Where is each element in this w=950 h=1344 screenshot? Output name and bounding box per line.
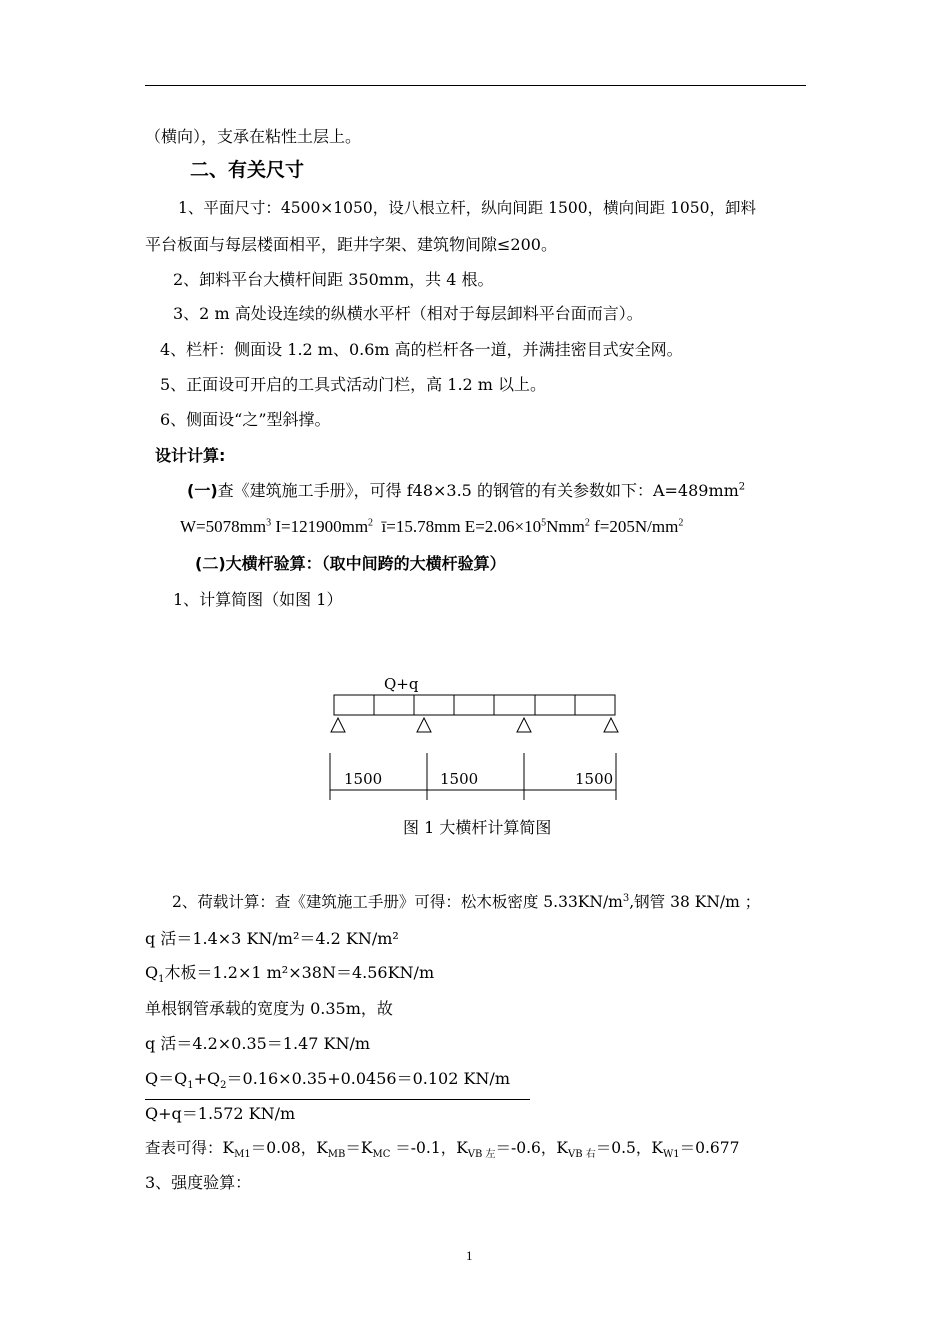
load-label: Q+q [384, 675, 419, 693]
text-line: 3、2 m 高处设连续的纵横水平杆（相对于每层卸料平台面而言）。 [173, 304, 643, 323]
load-strip [334, 695, 615, 715]
subscript: VB 左 [467, 1149, 496, 1161]
text-span: ＝0.16×0.35+0.0456＝0.102 KN/m [226, 1069, 510, 1088]
superscript: 3 [622, 892, 630, 904]
text-line: 单根钢管承载的宽度为 0.35m，故 [145, 999, 393, 1018]
text-span: ＝-0.6，K [495, 1139, 568, 1157]
subscript: M1 [234, 1149, 251, 1161]
text-span: Nmm [546, 517, 585, 536]
text-span: W=5078mm [180, 517, 267, 536]
text-line [187, 481, 745, 501]
text-span: ＝0.5，K [595, 1139, 663, 1157]
text-span: I=121900mm [275, 517, 369, 536]
text-span: Q＝Q [145, 1069, 188, 1088]
support-icon [417, 718, 431, 732]
text-span: 查《建筑施工手册》，可得 f48×3.5 的钢管的有关参数如下：A=489mm [217, 481, 739, 500]
span-label: 1500 [575, 770, 614, 788]
text-span: ,钢管 38 KN/m ； [629, 893, 761, 911]
text-line: 平台板面与每层楼面相平，距井字架、建筑物间隙≤200。 [145, 235, 557, 254]
section-heading-calc: 设计计算: [155, 446, 226, 465]
text-line: 6、侧面设“之”型斜撑。 [160, 410, 331, 429]
label-bold: (一) [187, 481, 218, 500]
subscript: MC [372, 1149, 391, 1161]
span-label: 1500 [440, 770, 479, 788]
subscript: 1 [158, 974, 165, 986]
subscript: W1 [662, 1149, 680, 1161]
figure-caption: 图 1 大横杆计算简图 [403, 818, 552, 837]
text-line [180, 517, 683, 537]
subscript: 1 [187, 1080, 194, 1092]
span-label: 1500 [344, 770, 383, 788]
superscript: 5 [541, 517, 547, 529]
beam-diagram [320, 665, 630, 805]
text-line: q 活＝1.4×3 KN/m²＝4.2 KN/m² [145, 929, 399, 948]
section-heading-dimensions: 二、有关尺寸 [190, 159, 305, 181]
support-icon [331, 718, 345, 732]
superscript: 2 [368, 517, 374, 529]
text-span: ＝K [345, 1139, 373, 1157]
text-span: 木板＝1.2×1 m²×38N＝4.56KN/m [164, 963, 435, 982]
superscript: 2 [738, 481, 746, 493]
subscript: VB 右 [568, 1149, 596, 1161]
text-line: 5、正面设可开启的工具式活动门栏，高 1.2 m 以上。 [160, 375, 547, 394]
text-span: 查表可得：K [145, 1139, 235, 1157]
superscript: 3 [266, 517, 272, 529]
superscript: 2 [584, 517, 590, 529]
text-span: 2、荷载计算：查《建筑施工手册》可得：松木板密度 5.33KN/m [172, 893, 623, 911]
text-line [172, 892, 760, 912]
header-rule [145, 85, 806, 86]
text-span: ī=15.78mm E=2.06×10 [381, 517, 542, 536]
superscript: 2 [678, 517, 684, 529]
page-number: 1 [466, 1248, 473, 1263]
subscript: 2 [220, 1080, 227, 1092]
text-line: 1、平面尺寸：4500×1050，设八根立杆，纵向间距 1500，横向间距 1050，卸料 [178, 199, 756, 217]
text-line: q 活＝4.2×0.35＝1.47 KN/m [145, 1034, 371, 1053]
text-line [145, 963, 435, 986]
text-span: Q [145, 963, 159, 982]
text-span: f=205N/mm [594, 517, 679, 536]
text-span: ＝-0.1，K [390, 1139, 468, 1157]
text-line [145, 1138, 740, 1161]
text-span: ＝0.08，K [250, 1139, 328, 1157]
text-line: Q+q＝1.572 KN/m [145, 1104, 296, 1123]
text-span: +Q [193, 1069, 221, 1088]
section-heading-beam: (二)大横杆验算：（取中间跨的大横杆验算） [195, 554, 506, 573]
subscript: MB [327, 1149, 346, 1161]
text-line: 3、强度验算： [145, 1173, 252, 1192]
support-icon [517, 718, 531, 732]
support-icon [604, 718, 618, 732]
text-line [145, 1069, 510, 1092]
separator-rule [145, 1099, 530, 1100]
text-span: ＝0.677 [679, 1139, 740, 1157]
text-line: 2、卸料平台大横杆间距 350mm，共 4 根。 [173, 270, 494, 289]
text-line: 1、计算简图（如图 1） [173, 590, 343, 609]
text-line: （横向），支承在粘性土层上。 [145, 127, 362, 146]
text-line: 4、栏杆：侧面设 1.2 m、0.6m 高的栏杆各一道，并满挂密目式安全网。 [160, 340, 683, 359]
